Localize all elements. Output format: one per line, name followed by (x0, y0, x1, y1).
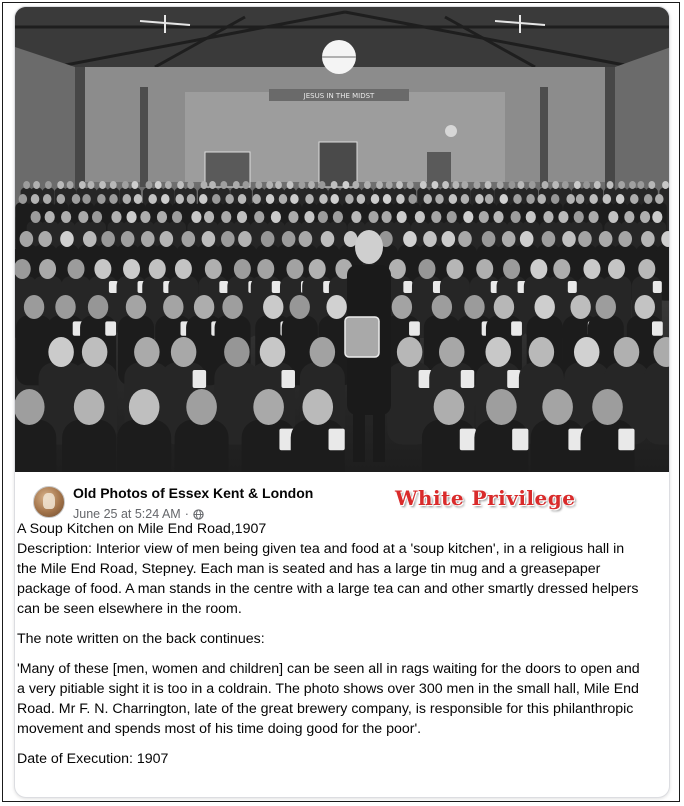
post-timestamp[interactable]: June 25 at 5:24 AM (73, 507, 181, 521)
post-photo[interactable] (15, 7, 670, 472)
soup-kitchen-photo (15, 7, 670, 472)
white-privilege-overlay-text: White Privilege (395, 486, 576, 510)
post-note-intro: The note written on the back continues: (17, 631, 265, 647)
post-title-line: A Soup Kitchen on Mile End Road,1907 (17, 521, 267, 537)
page-avatar[interactable] (33, 486, 65, 518)
post-body (17, 519, 647, 779)
page-name-link[interactable]: Old Photos of Essex Kent & London (73, 485, 314, 501)
post-header (15, 472, 669, 526)
post-description: Description: Interior view of men being given tea and food at a 'soup kitchen', in a religious hall in the Mile End Road, Stepney. Each man is seated and has a large tin mug and a greasepaper package of food. A man stands in the centre with a large tea can and other smartly dressed helpers can be seen elsewhere in the room. (17, 541, 639, 617)
globe-icon[interactable] (193, 509, 204, 520)
post-date-line: Date of Execution: 1907 (17, 751, 169, 767)
meta-separator: · (184, 507, 189, 521)
post-note-quote: 'Many of these [men, women and children] can be seen all in rags waiting for the doors to open and a very pitiable sight it is too in a coldrain. The photo shows over 300 men in the small hall, Mile End Road. Mr F. N. Charrington, late of the great brewery company, is responsible for this philanthropic movement and spends most of his time doing good for the poor'. (17, 661, 640, 737)
banner-text: JESUS IN THE MIDST (303, 92, 375, 100)
